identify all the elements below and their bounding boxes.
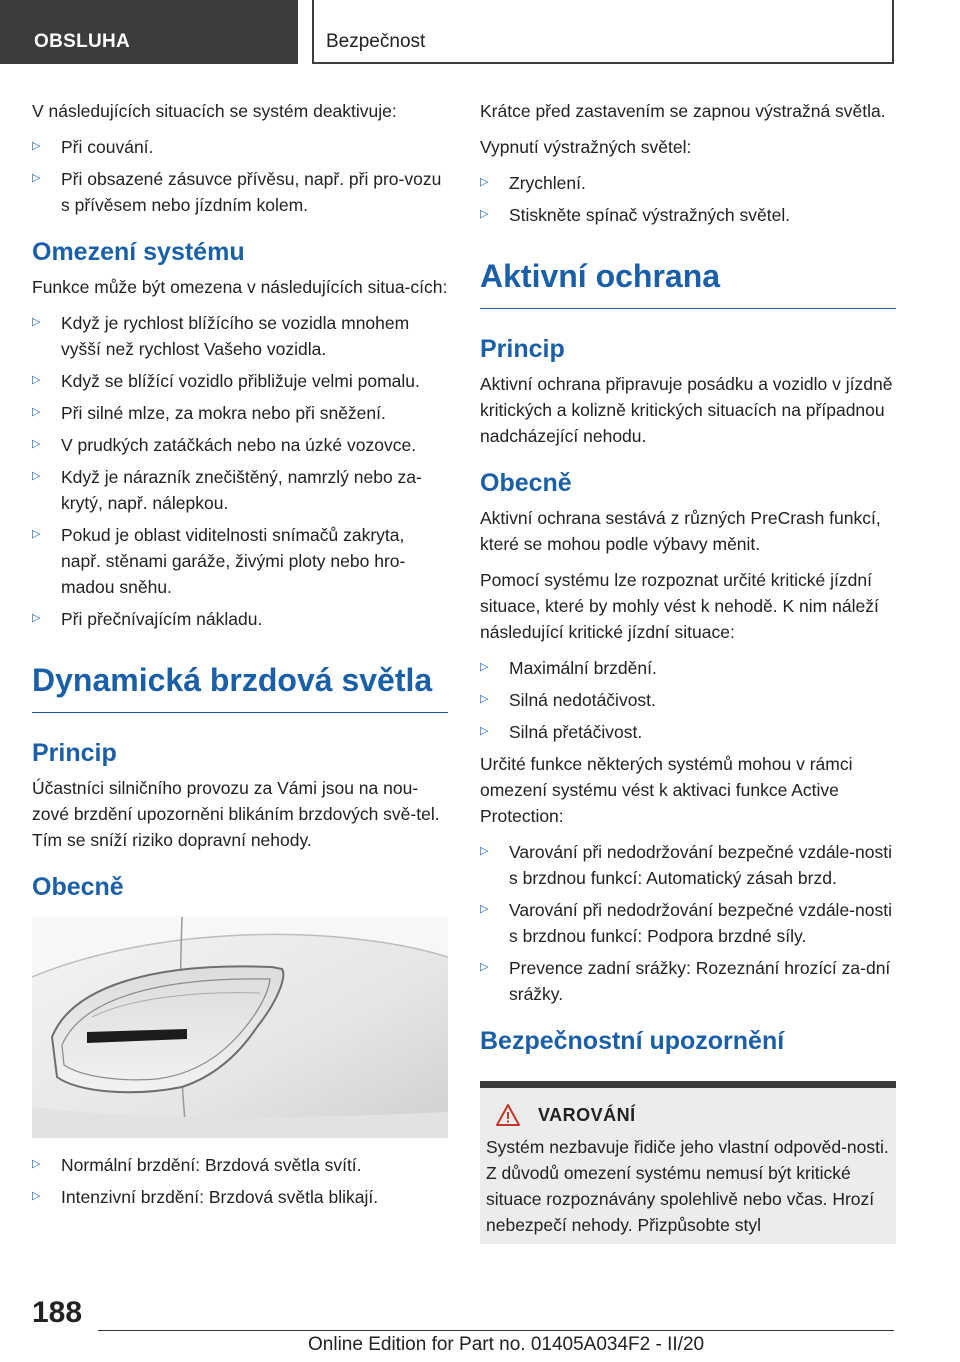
list-item: ▷ Když je nárazník znečištěný, namrzlý nebo za-krytý, např. nálepkou. (32, 467, 422, 513)
warning-header (486, 1104, 890, 1126)
warning-triangle-icon (496, 1104, 520, 1126)
tail-light-drawing (32, 917, 448, 1138)
list-item: ▷ Když se blížící vozidlo přibližuje velmi pomalu. (32, 371, 420, 391)
limits-list (32, 310, 448, 632)
hazard-off-list (480, 170, 896, 228)
principle-text: Aktivní ochrana připravuje posádku a vozidlo v jízdně kritických a kolizně kritických situacích na případnou nadcházející nehodu. (480, 374, 893, 446)
list-item: ▷ Stiskněte spínač výstražných světel. (480, 205, 791, 225)
heading-principle: Princip (32, 739, 117, 767)
triangle-bullet-icon: ▷ (32, 172, 41, 184)
brake-light-list (32, 1152, 448, 1210)
section-title: Bezpečnost (312, 0, 894, 64)
triangle-bullet-icon: ▷ (480, 661, 489, 673)
warning-title: VAROVÁNÍ (538, 1104, 636, 1125)
hazard-intro-text: Krátce před zastavením se zapnou výstražná světla. (480, 101, 886, 121)
triangle-bullet-icon: ▷ (32, 140, 41, 152)
triangle-bullet-icon: ▷ (32, 316, 41, 328)
triangle-bullet-icon: ▷ (32, 1190, 41, 1202)
list-item: ▷ Maximální brzdění. (480, 658, 657, 678)
list-item: ▷ Silná nedotáčivost. (480, 690, 656, 710)
left-column (32, 98, 448, 1216)
warning-text: Systém nezbavuje řidiče jeho vlastní odpověd-nosti. Z důvodů omezení systému nemusí být kritické situace rozpoznávány spolehlivě nebo včas. Hrozí nebezpečí nehody. Přizpůsobte styl (486, 1137, 889, 1235)
list-item: ▷ Při silné mlze, za mokra nebo při sněžení. (32, 403, 386, 423)
heading-general: Obecně (480, 469, 572, 497)
principle-text: Účastníci silničního provozu za Vámi jsou na nou-zové brzdění upozorněni blikáním brzdových svě-tel. Tím se sníží riziko dopravní nehody. (32, 778, 440, 850)
page-number: 188 (32, 1296, 83, 1329)
intro-text: V následujících situacích se systém deaktivuje: (32, 101, 397, 121)
triangle-bullet-icon: ▷ (32, 612, 41, 624)
list-item: ▷ Prevence zadní srážky: Rozeznání hrozící za-dní srážky. (480, 958, 891, 1004)
triangle-bullet-icon: ▷ (32, 406, 41, 418)
list-item: ▷ Varování při nedodržování bezpečné vzdále-nosti s brzdnou funkcí: Automatický zásah brzd. (480, 842, 892, 888)
triangle-bullet-icon: ▷ (480, 176, 489, 188)
functions-text: Určité funkce některých systémů mohou v rámci omezení systému vést k aktivaci funkce Active Protection: (480, 754, 853, 826)
heading-system-limits: Omezení systému (32, 238, 245, 266)
triangle-bullet-icon: ▷ (480, 693, 489, 705)
list-item: ▷ Při obsazené zásuvce přívěsu, např. při pro-vozu s přívěsem nebo jízdním kolem. (32, 169, 442, 215)
tail-light-illustration (32, 917, 448, 1138)
heading-active-protection: Aktivní ochrana (480, 256, 896, 309)
deactivation-list (32, 134, 448, 218)
chapter-tab: OBSLUHA (0, 0, 298, 64)
functions-list (480, 839, 896, 1007)
triangle-bullet-icon: ▷ (32, 438, 41, 450)
triangle-bullet-icon: ▷ (480, 208, 489, 220)
triangle-bullet-icon: ▷ (32, 1158, 41, 1170)
general-text: Aktivní ochrana sestává z různých PreCrash funkcí, které se mohou podle výbavy měnit. (480, 508, 881, 554)
triangle-bullet-icon: ▷ (480, 961, 489, 973)
list-item: ▷ Normální brzdění: Brzdová světla svítí. (32, 1155, 362, 1175)
right-column (480, 98, 896, 1244)
hazard-off-text: Vypnutí výstražných světel: (480, 137, 692, 157)
triangle-bullet-icon: ▷ (32, 528, 41, 540)
list-item: ▷ Intenzivní brzdění: Brzdová světla blikají. (32, 1187, 379, 1207)
limits-text: Funkce může být omezena v následujících situa-cích: (32, 277, 448, 297)
heading-safety-notes: Bezpečnostní upozornění (480, 1027, 785, 1055)
triangle-bullet-icon: ▷ (32, 470, 41, 482)
triangle-bullet-icon: ▷ (32, 374, 41, 386)
heading-general: Obecně (32, 873, 124, 901)
triangle-bullet-icon: ▷ (480, 725, 489, 737)
list-item: ▷ Varování při nedodržování bezpečné vzdále-nosti s brzdnou funkcí: Podpora brzdné síly. (480, 900, 892, 946)
heading-principle: Princip (480, 335, 565, 363)
list-item: ▷ Zrychlení. (480, 173, 586, 193)
footer-divider (98, 1330, 894, 1331)
warning-box (480, 1081, 896, 1244)
list-item: ▷ Silná přetáčivost. (480, 722, 643, 742)
list-item: ▷ V prudkých zatáčkách nebo na úzké vozovce. (32, 435, 417, 455)
list-item: ▷ Když je rychlost blížícího se vozidla mnohem vyšší než rychlost Vašeho vozidla. (32, 313, 410, 359)
triangle-bullet-icon: ▷ (480, 845, 489, 857)
critical-situations-list (480, 655, 896, 745)
list-item: ▷ Při couvání. (32, 137, 154, 157)
list-item: ▷ Pokud je oblast viditelnosti snímačů zakryta, např. stěnami garáže, živými ploty nebo hro-madou sněhu. (32, 525, 406, 597)
footer-edition: Online Edition for Part no. 01405A034F2 - II/20 (308, 1334, 705, 1355)
triangle-bullet-icon: ▷ (480, 903, 489, 915)
list-item: ▷ Při přečnívajícím nákladu. (32, 609, 263, 629)
heading-dynamic-brake-lights: Dynamická brzdová světla (32, 660, 448, 713)
general-text: Pomocí systému lze rozpoznat určité kritické jízdní situace, které by mohly vést k nehodě. K nim náleží následující kritické jízdní situace: (480, 570, 879, 642)
